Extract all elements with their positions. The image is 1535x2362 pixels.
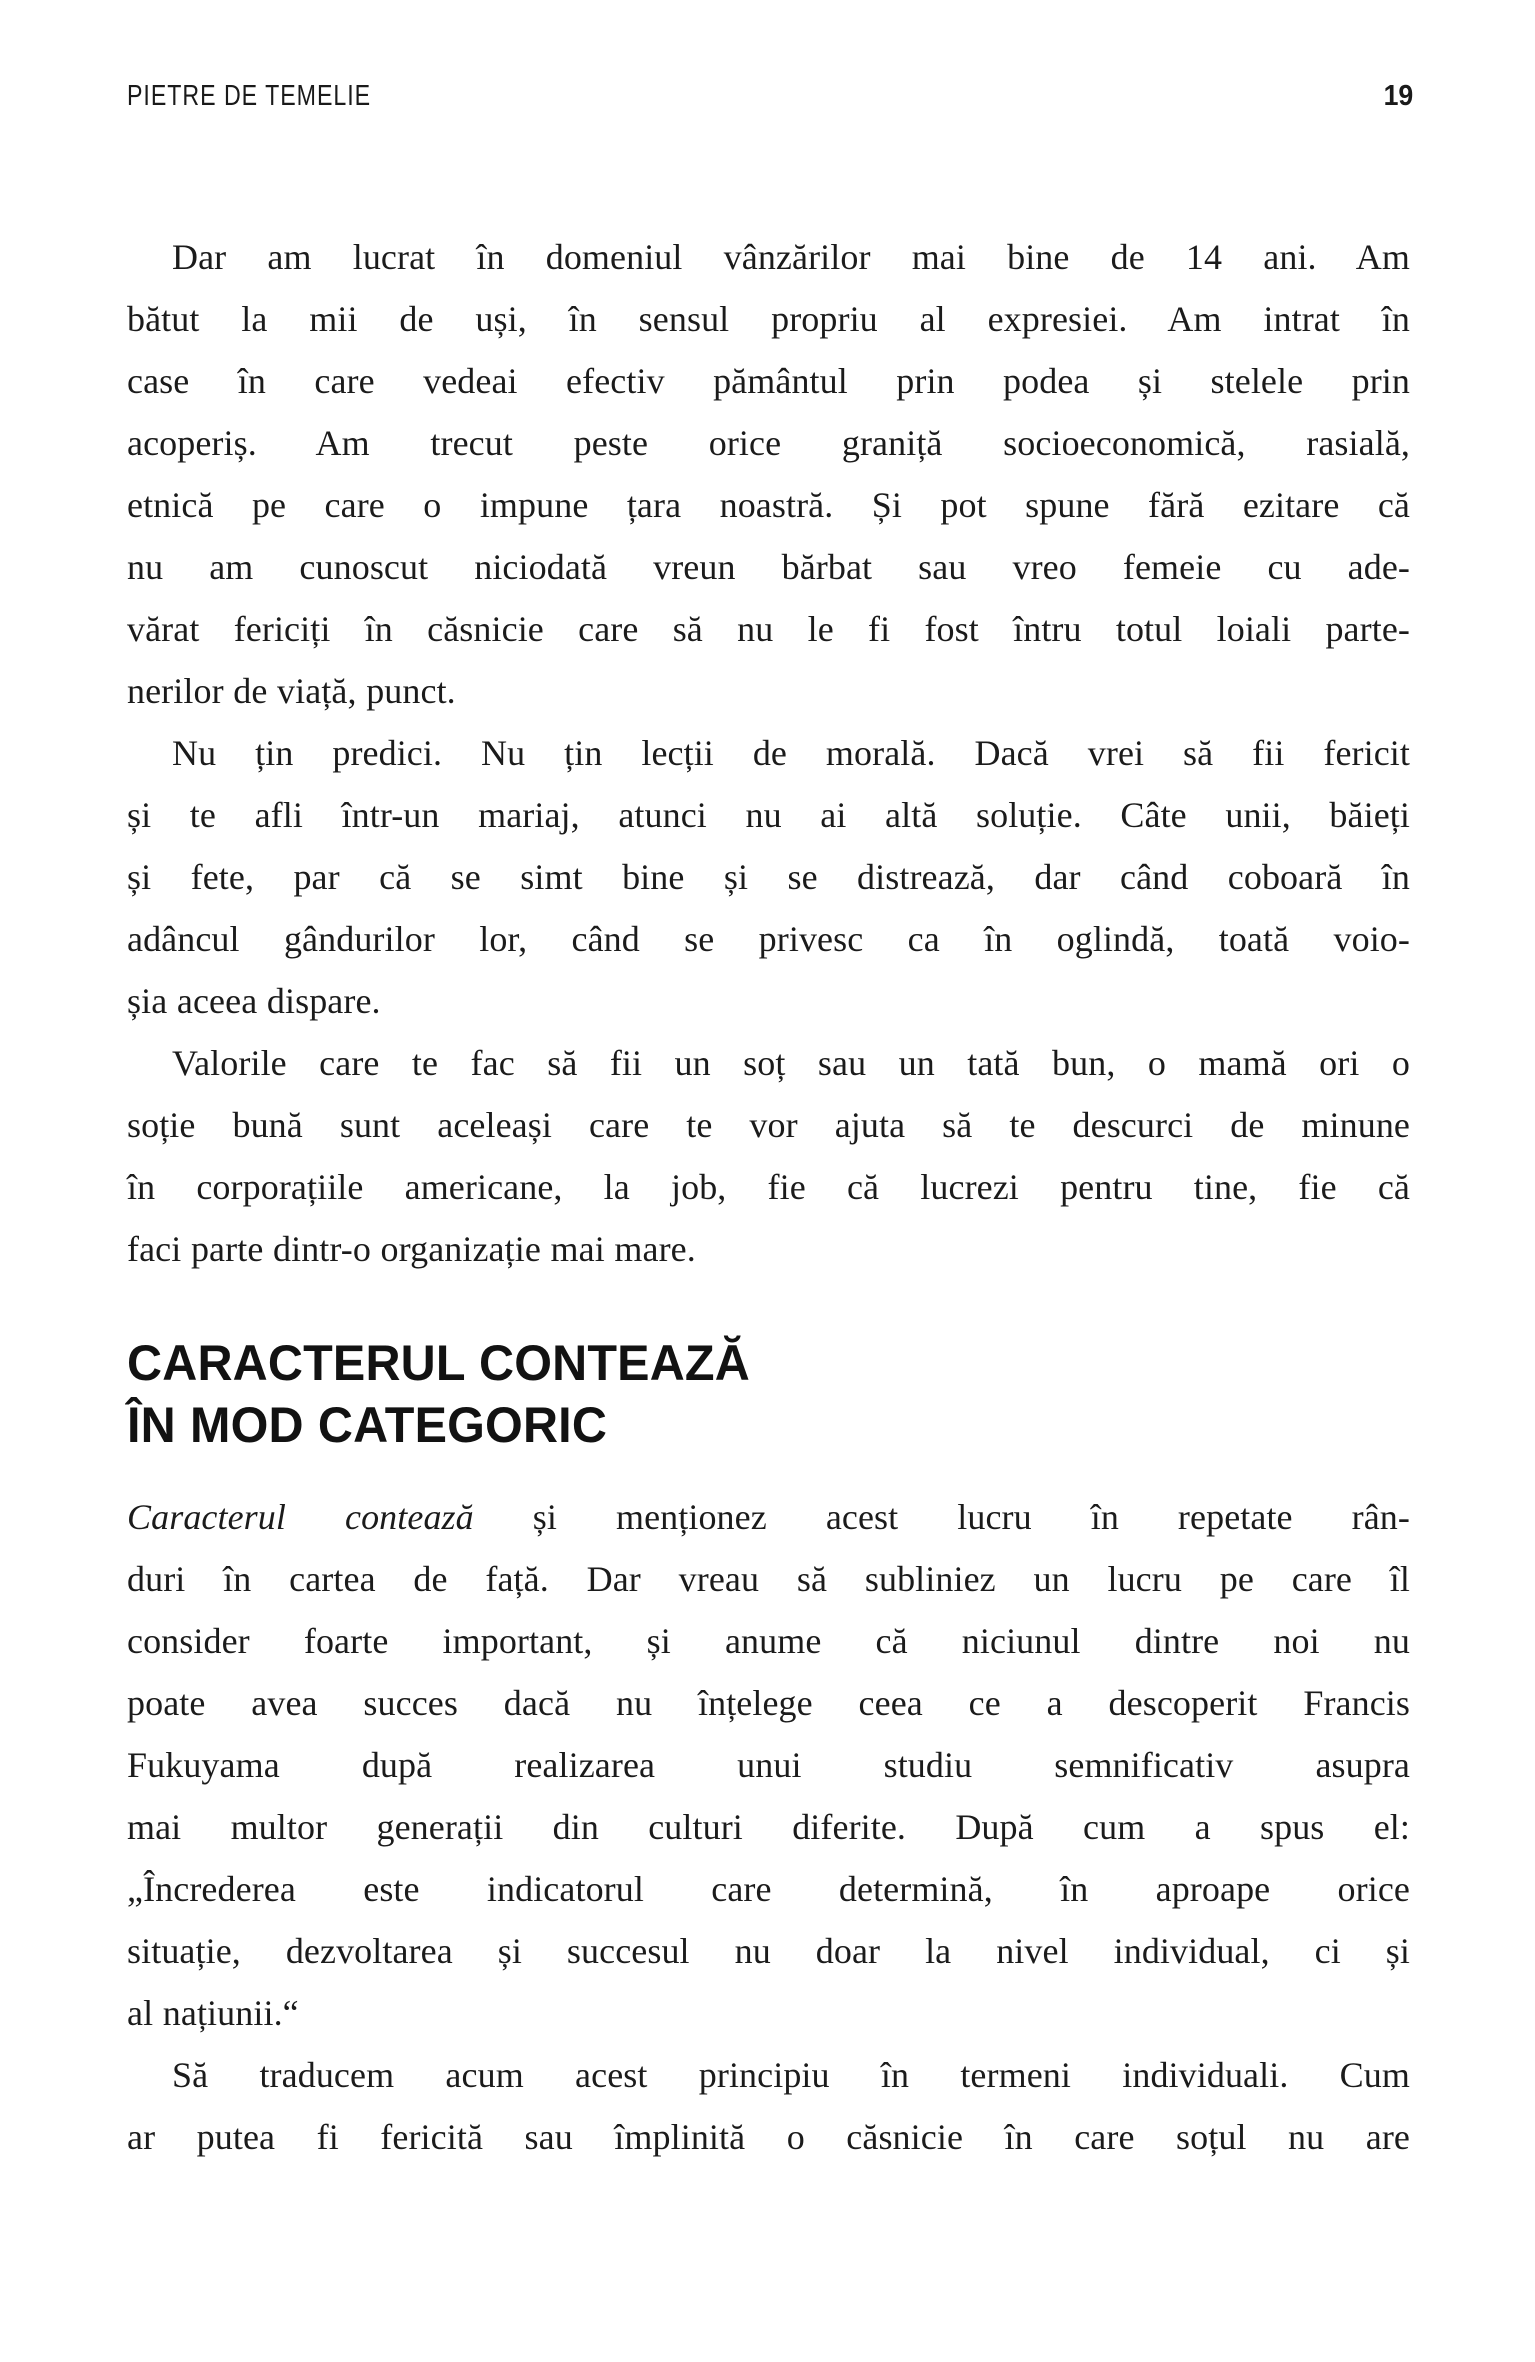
text-line bbox=[127, 1486, 1410, 1548]
text-segment: poate avea succes dacă nu înțelege ceea ce a descoperit Francis bbox=[127, 1683, 1410, 1723]
text-segment: CARACTERUL CONTEAZĂ bbox=[127, 1335, 750, 1391]
paragraph bbox=[127, 226, 1410, 722]
text-segment: acoperiș. Am trecut peste orice graniță socioeconomică, rasială, bbox=[127, 423, 1410, 463]
text-line bbox=[127, 1094, 1410, 1156]
text-segment: al națiunii.“ bbox=[127, 1993, 299, 2033]
text-segment: și te afli într-un mariaj, atunci nu ai altă soluție. Câte unii, băieți bbox=[127, 795, 1410, 835]
text-line bbox=[127, 1548, 1410, 1610]
text-segment: bătut la mii de uși, în sensul propriu al expresiei. Am intrat în bbox=[127, 299, 1410, 339]
section-heading bbox=[127, 1332, 1410, 1456]
text-line bbox=[127, 1796, 1410, 1858]
text-segment: situație, dezvoltarea și succesul nu doar la nivel individual, ci și bbox=[127, 1931, 1410, 1971]
text-line bbox=[127, 2106, 1410, 2168]
text-segment: și fete, par că se simt bine și se distrează, dar când coboară în bbox=[127, 857, 1410, 897]
text-segment: etnică pe care o impune țara noastră. Și pot spune fără ezitare că bbox=[127, 485, 1410, 525]
text-line bbox=[127, 1218, 1410, 1280]
paragraph bbox=[127, 722, 1410, 1032]
text-line bbox=[127, 908, 1410, 970]
text-segment: „Încrederea este indicatorul care determină, în aproape orice bbox=[127, 1869, 1410, 1909]
text-segment: în corporațiile americane, la job, fie că lucrezi pentru tine, fie că bbox=[127, 1167, 1410, 1207]
text-line bbox=[127, 1858, 1410, 1920]
text-segment: nu am cunoscut niciodată vreun bărbat sau vreo femeie cu ade- bbox=[127, 547, 1410, 587]
text-segment: Să traducem acum acest principiu în termeni individuali. Cum bbox=[172, 2055, 1410, 2095]
text-line bbox=[127, 2044, 1410, 2106]
text-segment: și menționez acest lucru în repetate rân- bbox=[473, 1497, 1410, 1537]
text-segment: vărat fericiți în căsnicie care să nu le fi fost întru totul loiali parte- bbox=[127, 609, 1410, 649]
text-segment: case în care vedeai efectiv pământul prin podea și stelele prin bbox=[127, 361, 1410, 401]
text-line bbox=[127, 846, 1410, 908]
text-segment: Fukuyama după realizarea unui studiu semnificativ asupra bbox=[127, 1745, 1410, 1785]
text-segment: faci parte dintr-o organizație mai mare. bbox=[127, 1229, 696, 1269]
text-line bbox=[127, 598, 1410, 660]
text-segment: Nu țin predici. Nu țin lecții de morală. Dacă vrei să fii fericit bbox=[172, 733, 1410, 773]
text-segment: mai multor generații din culturi diferite. După cum a spus el: bbox=[127, 1807, 1410, 1847]
heading-line bbox=[127, 1394, 1372, 1456]
text-line bbox=[127, 350, 1410, 412]
text-line bbox=[127, 660, 1410, 722]
text-line bbox=[127, 412, 1410, 474]
text-line bbox=[127, 784, 1410, 846]
page-header bbox=[127, 80, 1413, 114]
text-line bbox=[127, 474, 1410, 536]
text-segment: ar putea fi fericită sau împlinită o căsnicie în care soțul nu are bbox=[127, 2117, 1410, 2157]
text-line bbox=[127, 536, 1410, 598]
text-segment: adâncul gândurilor lor, când se privesc ca în oglindă, toată voio- bbox=[127, 919, 1410, 959]
text-segment: soție bună sunt aceleași care te vor ajuta să te descurci de minune bbox=[127, 1105, 1410, 1145]
text-line bbox=[127, 226, 1410, 288]
text-line bbox=[127, 970, 1410, 1032]
text-line bbox=[127, 1672, 1410, 1734]
italic-book-title: Caracterul contează bbox=[127, 1497, 474, 1537]
text-segment: consider foarte important, și anume că niciunul dintre noi nu bbox=[127, 1621, 1410, 1661]
text-segment: nerilor de viață, punct. bbox=[127, 671, 456, 711]
paragraph bbox=[127, 1032, 1410, 1280]
heading-line bbox=[127, 1332, 1372, 1394]
text-line bbox=[127, 1610, 1410, 1672]
text-line bbox=[127, 1032, 1410, 1094]
text-line bbox=[127, 1156, 1410, 1218]
text-line bbox=[127, 1920, 1410, 1982]
text-segment: ÎN MOD CATEGORIC bbox=[127, 1397, 608, 1453]
text-segment: Valorile care te fac să fii un soț sau un tată bun, o mamă ori o bbox=[172, 1043, 1410, 1083]
text-line bbox=[127, 722, 1410, 784]
text-line bbox=[127, 1982, 1410, 2044]
text-segment: duri în cartea de față. Dar vreau să subliniez un lucru pe care îl bbox=[127, 1559, 1410, 1599]
running-title: PIETRE DE TEMELIE bbox=[127, 80, 372, 112]
page-number: 19 bbox=[1383, 80, 1413, 112]
paragraph bbox=[127, 1486, 1410, 2044]
paragraph bbox=[127, 2044, 1410, 2168]
text-segment: Dar am lucrat în domeniul vânzărilor mai bine de 14 ani. Am bbox=[172, 237, 1410, 277]
text-line bbox=[127, 1734, 1410, 1796]
body-text-block bbox=[127, 226, 1410, 2168]
text-line bbox=[127, 288, 1410, 350]
text-segment: șia aceea dispare. bbox=[127, 981, 381, 1021]
